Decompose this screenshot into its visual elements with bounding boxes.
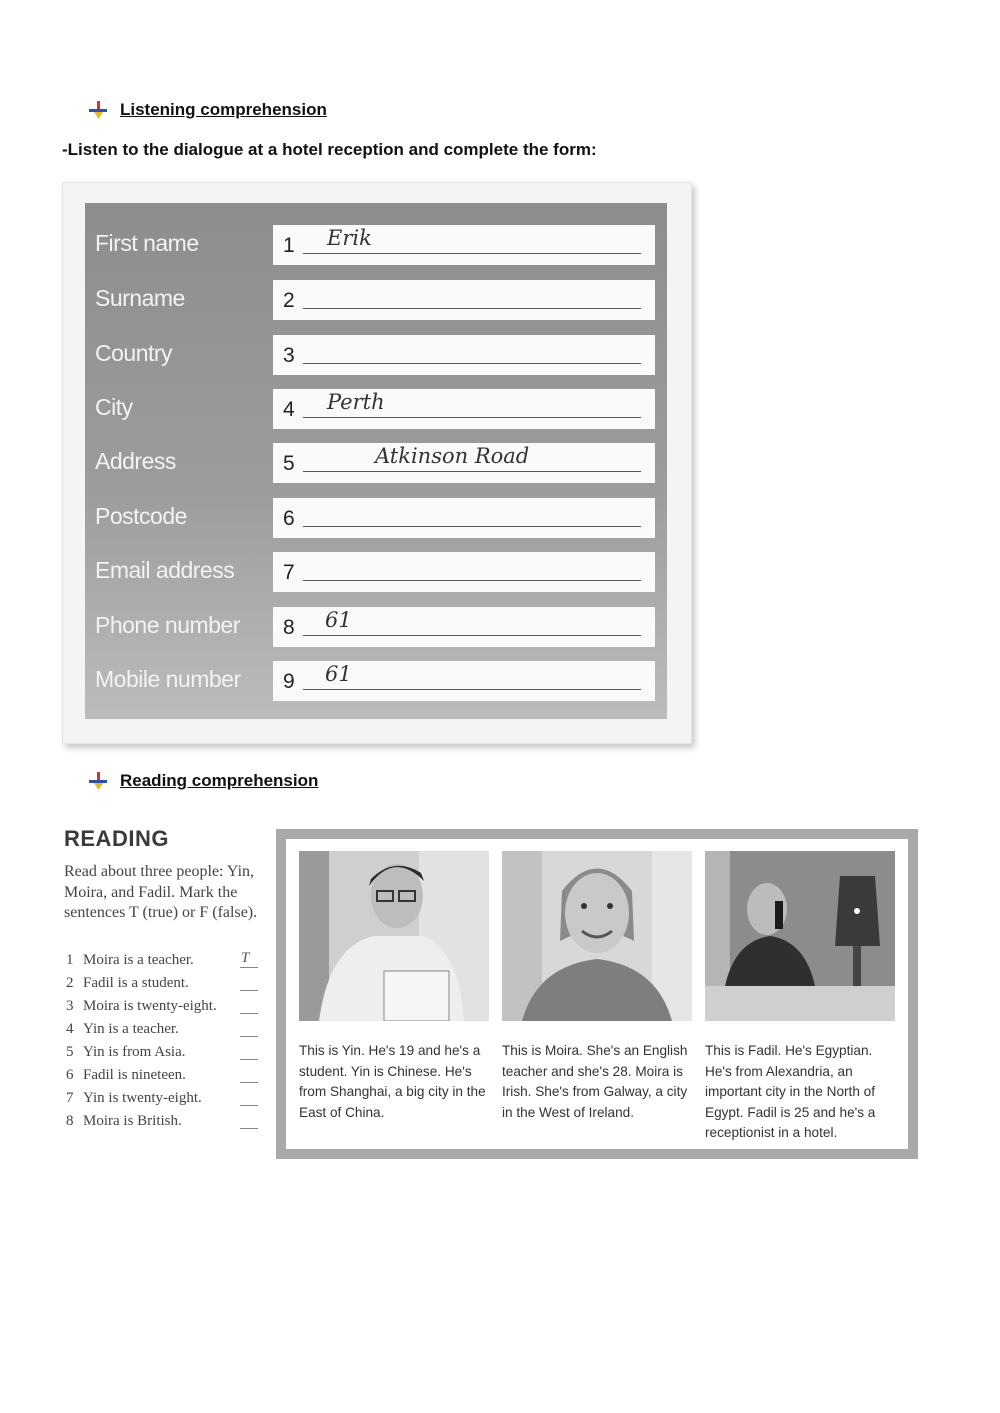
yin-photo [299,851,489,1021]
email-field[interactable] [273,552,655,592]
handwritten-answer: Erik [327,226,372,250]
form-label: Email address [95,557,235,583]
form-number: 4 [283,398,295,421]
form-number: 2 [283,289,295,312]
handwritten-answer: Perth [327,390,385,414]
form-number: 7 [283,561,295,584]
question-text: Moira is British. [83,1113,182,1129]
form-label: City [95,394,133,420]
form-label: First name [95,230,199,256]
reading-heading [88,771,318,791]
listening-heading [88,100,327,120]
phone-number-field[interactable] [273,607,655,647]
city-field[interactable] [273,389,655,429]
listening-instruction: -Listen to the dialogue at a hotel reception and complete the form: [62,140,597,159]
answer-blank[interactable] [240,1013,258,1014]
registration-form-panel [85,203,667,719]
question-item [64,1113,264,1136]
answer-blank[interactable] [240,1105,258,1106]
fadil-description: This is Fadil. He's Egyptian. He's from Alexandria, an important city in the North of Egypt. Fadil is 25 and he's a receptionist in a hotel. [705,1043,876,1140]
answer-line [303,526,641,527]
form-number: 5 [283,452,295,475]
listening-heading-text: Listening comprehension [120,100,327,119]
reading-title: READING [64,826,169,851]
question-number: 3 [66,998,74,1014]
form-label: Mobile number [95,666,241,692]
answer-blank[interactable] [240,1128,258,1129]
reading-panel [286,839,908,1149]
question-number: 7 [66,1090,74,1106]
question-item [64,952,264,975]
answer-blank[interactable] [240,990,258,991]
question-item [64,998,264,1021]
answer-blank[interactable] [240,967,258,968]
fadil-photo [705,851,895,1021]
form-number: 8 [283,616,295,639]
answer-line [303,689,641,690]
reading-frame [276,829,918,1159]
surname-field[interactable] [273,280,655,320]
form-row [85,550,667,594]
form-row [85,333,667,377]
reading-heading-text: Reading comprehension [120,771,319,790]
question-number: 8 [66,1113,74,1129]
answer-blank[interactable] [240,1082,258,1083]
form-label: Postcode [95,503,187,529]
answer-line [303,253,641,254]
first-name-field[interactable] [273,225,655,265]
country-field[interactable] [273,335,655,375]
question-text: Yin is twenty-eight. [83,1090,202,1106]
handwritten-answer: 61 [325,608,352,632]
question-item [64,975,264,998]
question-number: 4 [66,1021,74,1037]
form-row [85,496,667,540]
form-number: 6 [283,507,295,530]
moira-description: This is Moira. She's an English teacher and she's 28. Moira is Irish. She's from Galway, a city in the West of Ireland. [502,1043,688,1120]
form-label: Address [95,448,176,474]
question-text: Fadil is a student. [83,975,189,991]
yin-description: This is Yin. He's 19 and he's a student. Yin is Chinese. He's from Shanghai, a big city in the East of China. [299,1043,486,1120]
question-text: Moira is a teacher. [83,952,194,968]
form-row [85,441,667,485]
question-text: Yin is from Asia. [83,1044,186,1060]
answer-line [303,635,641,636]
form-row [85,223,667,267]
postcode-field[interactable] [273,498,655,538]
moira-photo [502,851,692,1021]
form-row [85,387,667,431]
form-row [85,605,667,649]
true-false-questions [64,952,264,1136]
answer-blank[interactable] [240,1059,258,1060]
answer-line [303,308,641,309]
arrow-bullet-icon [88,771,108,791]
question-number: 2 [66,975,74,991]
answer-line [303,580,641,581]
form-label: Country [95,340,173,366]
question-item [64,1044,264,1067]
reading-instructions: Read about three people: Yin, Moira, and Fadil. Mark the sentences T (true) or F (false). [64,863,258,921]
question-text: Yin is a teacher. [83,1021,179,1037]
question-text: Fadil is nineteen. [83,1067,186,1083]
form-label: Surname [95,285,185,311]
question-number: 1 [66,952,74,968]
mobile-number-field[interactable] [273,661,655,701]
handwritten-answer: 61 [325,662,352,686]
question-number: 5 [66,1044,74,1060]
form-number: 1 [283,234,295,257]
question-item [64,1021,264,1044]
question-text: Moira is twenty-eight. [83,998,217,1014]
question-item [64,1067,264,1090]
answer-line [303,417,641,418]
answer-line [303,471,641,472]
form-row [85,659,667,703]
form-label: Phone number [95,612,240,638]
arrow-bullet-icon [88,100,108,120]
form-number: 9 [283,670,295,693]
form-row [85,278,667,322]
answer-blank[interactable] [240,1036,258,1037]
answer-mark: T [241,950,250,966]
handwritten-answer: Atkinson Road [375,444,530,468]
question-item [64,1090,264,1113]
question-number: 6 [66,1067,74,1083]
address-field[interactable] [273,443,655,483]
answer-line [303,363,641,364]
registration-form [62,182,692,744]
form-number: 3 [283,344,295,367]
